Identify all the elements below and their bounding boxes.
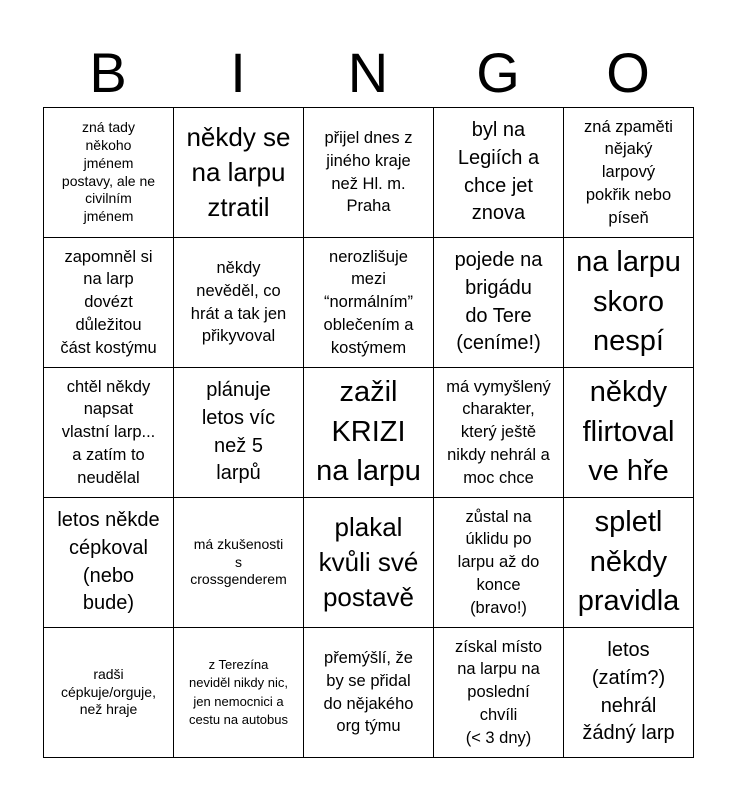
bingo-cell[interactable]: zažil KRIZI na larpu: [304, 368, 434, 498]
header-letter-n: N: [347, 41, 389, 104]
bingo-cell[interactable]: plakal kvůli své postavě: [304, 498, 434, 628]
header-letter-b: B: [89, 41, 127, 104]
bingo-cell[interactable]: na larpu skoro nespí: [564, 238, 694, 368]
bingo-cell[interactable]: radši cépkuje/orguje, než hraje: [44, 628, 174, 758]
bingo-cell[interactable]: plánuje letos víc než 5 larpů: [174, 368, 304, 498]
bingo-cell[interactable]: přemýšlí, že by se přidal do nějakého org týmu: [304, 628, 434, 758]
header-letter-g: G: [476, 41, 520, 104]
header-letter-i: I: [230, 41, 246, 104]
bingo-cell[interactable]: zapomněl si na larp dovézt důležitou část kostýmu: [44, 238, 174, 368]
bingo-cell[interactable]: byl na Legiích a chce jet znova: [434, 108, 564, 238]
bingo-cell[interactable]: zná zpaměti nějaký larpový pokřik nebo píseň: [564, 108, 694, 238]
bingo-cell[interactable]: zná tady někoho jménem postavy, ale ne civilním jménem: [44, 108, 174, 238]
bingo-cell[interactable]: někdy flirtoval ve hře: [564, 368, 694, 498]
bingo-cell[interactable]: z Terezína neviděl nikdy nic, jen nemocnici a cestu na autobus: [174, 628, 304, 758]
header-letter-o: O: [606, 41, 650, 104]
bingo-cell[interactable]: má vymyšlený charakter, který ještě nikdy nehrál a moc chce: [434, 368, 564, 498]
bingo-cell[interactable]: někdy se na larpu ztratil: [174, 108, 304, 238]
bingo-cell[interactable]: spletl někdy pravidla: [564, 498, 694, 628]
bingo-header: [43, 40, 693, 106]
bingo-cell[interactable]: získal místo na larpu na poslední chvíli (< 3 dny): [434, 628, 564, 758]
bingo-cell[interactable]: má zkušenosti s crossgenderem: [174, 498, 304, 628]
bingo-cell[interactable]: zůstal na úklidu po larpu až do konce (bravo!): [434, 498, 564, 628]
bingo-cell[interactable]: někdy nevěděl, co hrát a tak jen přikyvoval: [174, 238, 304, 368]
bingo-cell[interactable]: letos někde cépkoval (nebo bude): [44, 498, 174, 628]
bingo-cell[interactable]: chtěl někdy napsat vlastní larp... a zatím to neudělal: [44, 368, 174, 498]
bingo-cell[interactable]: letos (zatím?) nehrál žádný larp: [564, 628, 694, 758]
bingo-cell[interactable]: nerozlišuje mezi “normálním” oblečením a kostýmem: [304, 238, 434, 368]
bingo-cell[interactable]: přijel dnes z jiného kraje než Hl. m. Praha: [304, 108, 434, 238]
bingo-board: [43, 107, 694, 758]
bingo-cell[interactable]: pojede na brigádu do Tere (ceníme!): [434, 238, 564, 368]
